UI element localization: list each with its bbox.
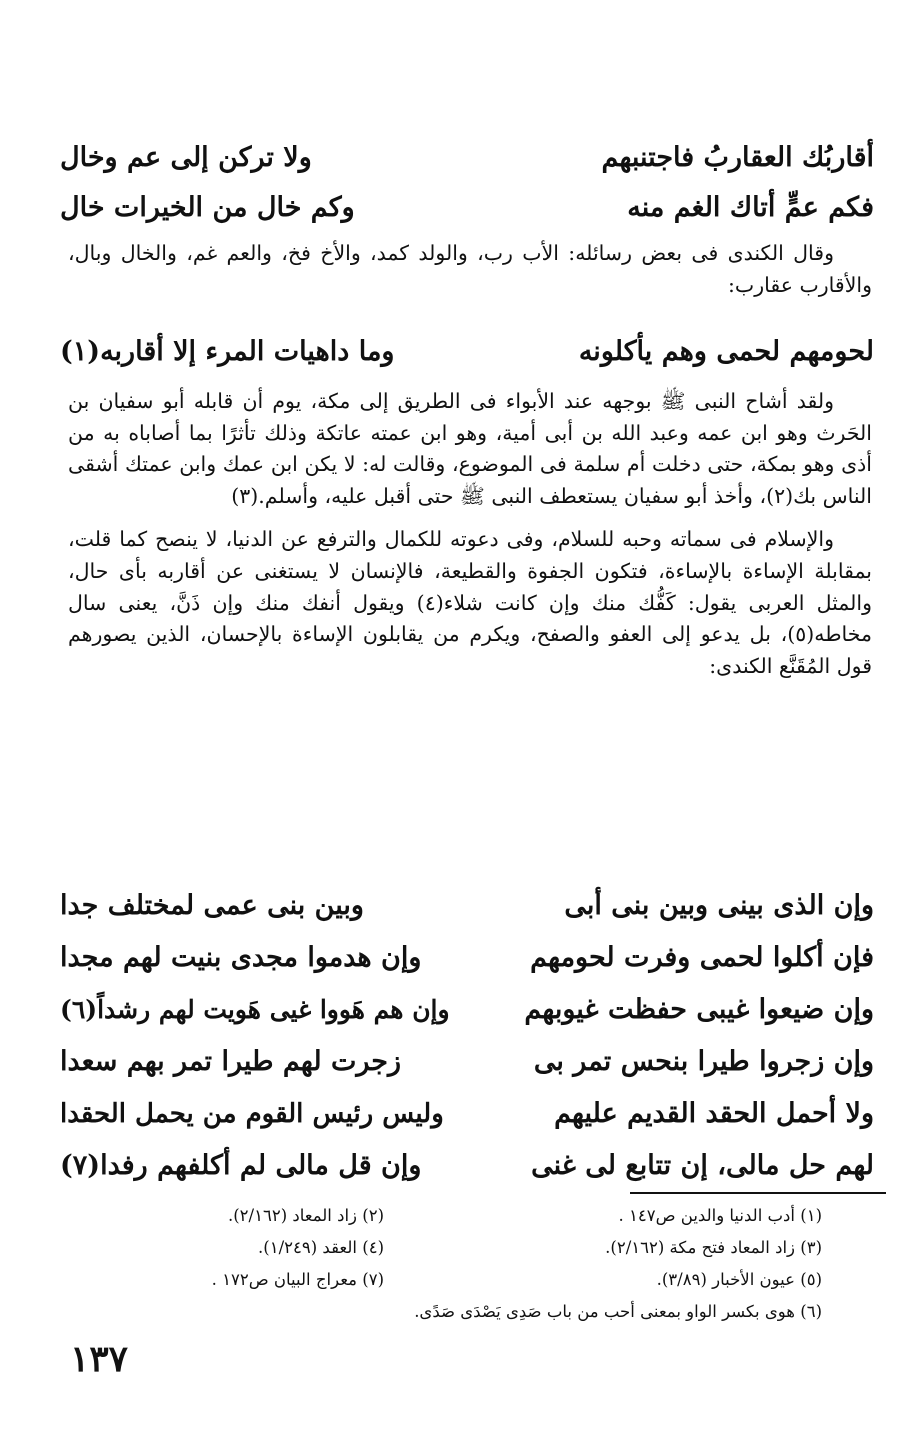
verse-first-hemistich: ولا أحمل الحقد القديم عليهم bbox=[554, 1098, 874, 1129]
poem-verse bbox=[60, 1094, 874, 1134]
page-number: ١٣٧ bbox=[70, 1338, 129, 1380]
verse-second-hemistich: ولا تركن إلى عم وخال bbox=[60, 142, 312, 173]
verse-second-hemistich: وبين بنى عمى لمختلف جدا bbox=[60, 890, 364, 921]
poem-verse bbox=[60, 1146, 874, 1186]
poem-verse bbox=[60, 938, 874, 978]
footnote-4: (٤) العقد (١/٢٤٩). bbox=[258, 1238, 384, 1257]
poem-verse bbox=[60, 990, 874, 1030]
footnote-7: (٧) معراج البيان ص١٧٢ . bbox=[211, 1270, 384, 1289]
verse-first-hemistich: لحومهم لحمى وهم يأكلونه bbox=[578, 336, 874, 367]
poem-verse bbox=[60, 886, 874, 926]
verse-first-hemistich: لهم حل مالى، إن تتابع لى غنى bbox=[531, 1150, 874, 1181]
footnote-6: (٦) هوى بكسر الواو بمعنى أحب من باب صَدِى يَصْدَى صَدًى. bbox=[414, 1302, 822, 1321]
footnote-1: (١) أدب الدنيا والدين ص١٤٧ . bbox=[618, 1206, 822, 1225]
poem-verse bbox=[60, 188, 874, 228]
verse-second-hemistich: وإن هم هَووا غيى هَويت لهم رشداً(٦) bbox=[60, 995, 450, 1024]
verse-second-hemistich: وليس رئيس القوم من يحمل الحقدا bbox=[60, 1099, 444, 1129]
footnote-5: (٥) عيون الأخبار (٣/٨٩). bbox=[656, 1270, 822, 1289]
paragraph-kindi: وقال الكندى فى بعض رسائله: الأب رب، والولد كمد، والأخ فخ، والعم غم، والخال وبال، والأقارب عقارب: bbox=[68, 241, 872, 297]
poem-verse bbox=[60, 332, 874, 372]
verse-second-hemistich: زجرت لهم طيرا تمر بهم سعدا bbox=[60, 1046, 401, 1077]
verse-first-hemistich: فإن أكلوا لحمى وفرت لحومهم bbox=[530, 942, 874, 973]
footnote-2: (٢) زاد المعاد (٢/١٦٢). bbox=[227, 1206, 384, 1225]
verse-first-hemistich: وإن ضيعوا غيبى حفظت غيوبهم bbox=[524, 994, 874, 1025]
footnote-3: (٣) زاد المعاد فتح مكة (٢/١٦٢). bbox=[605, 1238, 822, 1257]
verse-first-hemistich: وإن زجروا طيرا بنحس تمر بى bbox=[533, 1046, 874, 1077]
verse-second-hemistich: وكم خال من الخيرات خال bbox=[60, 192, 355, 223]
verse-first-hemistich: وإن الذى بينى وبين بنى أبى bbox=[564, 890, 874, 921]
verse-first-hemistich: أقاربُك العقاربُ فاجتنبهم bbox=[601, 142, 874, 173]
paragraph-block bbox=[68, 386, 872, 682]
poem-verse bbox=[60, 138, 874, 178]
verse-second-hemistich: وإن هدموا مجدى بنيت لهم مجدا bbox=[60, 942, 422, 973]
poem-verse bbox=[60, 1042, 874, 1082]
paragraph-block bbox=[68, 238, 872, 301]
paragraph-prophet: ولقد أشاح النبى ﷺ بوجهه عند الأبواء فى الطريق إلى مكة، يوم أن قابله أبو سفيان بن الحَرث وهو ابن عمه وعبد الله بن أبى أمية، وهو ابن عمته عاتكة وذلك تأثرًا بما أصاباه به من أذى وهو بمكة، حتى دخلت أم سلمة فى الموضوع، وقالت له: لا يكن ابن عمك وابن عمتك أشقى الناس بك(٢)، وأخذ أبو سفيان يستعطف النبى ﷺ حتى أقبل عليه، وأسلم.(٣) bbox=[68, 389, 872, 508]
footnote-separator bbox=[630, 1192, 886, 1194]
verse-second-hemistich: وإن قل مالى لم أكلفهم رفدا(٧) bbox=[60, 1150, 422, 1181]
paragraph-islam: والإسلام فى سماته وحبه للسلام، وفى دعوته للكمال والترفع عن الدنيا، لا ينصح كما قلت، بمقابلة الإساءة بالإساءة، فتكون الجفوة والقطيعة، فالإنسان لا يستغنى عن أقاربه بأى حال، والمثل العربى يقول: كَفُّك منك وإن كانت شلاء(٤) ويقول أنفك منك وإن ذَنَّ، يعنى سال مخاطه(٥)، بل يدعو إلى العفو والصفح، ويكرم من يقابلون الإساءة بالإحسان، الذين يصورهم قول المُقَنَّع الكندى: bbox=[68, 527, 872, 678]
verse-second-hemistich: وما داهيات المرء إلا أقاربه(١) bbox=[60, 336, 395, 367]
verse-first-hemistich: فكم عمٍّ أتاك الغم منه bbox=[627, 192, 874, 223]
